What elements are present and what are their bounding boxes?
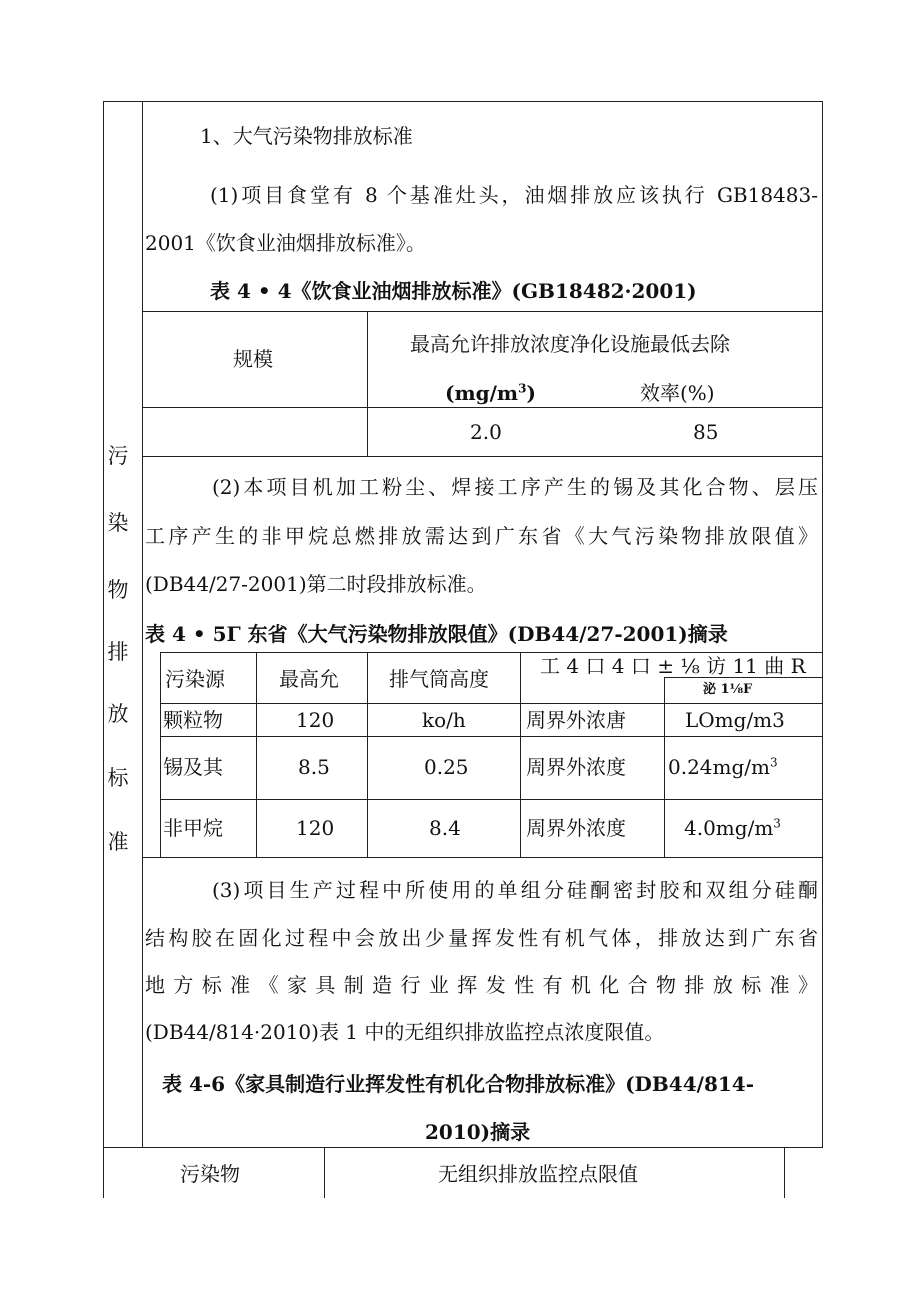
table-row-border xyxy=(142,456,823,457)
table-row-border xyxy=(142,857,823,858)
table-row-border xyxy=(160,703,823,704)
table-cell-height: 0.25 xyxy=(424,755,469,779)
table-row-border xyxy=(103,1147,823,1148)
side-label-char: 污 xyxy=(107,444,129,468)
side-label-char: 染 xyxy=(107,511,129,535)
table-4-4-caption: 表 4 • 4《饮食业油烟排放标准》(GB18482·2001) xyxy=(210,279,697,303)
table-header-scale: 规模 xyxy=(233,347,273,371)
paragraph-1-line-1: (1)项目食堂有 8 个基准灶头，油烟排放应该执行 GB18483- xyxy=(210,183,818,207)
paragraph-2-line-2: 工序产生的非甲烷总燃排放需达到广东省《大气污染物排放限值》 xyxy=(145,524,818,548)
table-row-border xyxy=(142,407,823,408)
table-cell-max: 8.5 xyxy=(298,755,330,779)
table-row-border xyxy=(142,311,823,312)
table-header-concentration: 最高允许排放浓度净化设施最低去除 xyxy=(410,332,730,356)
table-cell-max: 120 xyxy=(296,708,335,732)
table-row-border xyxy=(160,799,823,800)
paragraph-3-line-3: 地方标准《家具制造行业挥发性有机化合物排放标准》 xyxy=(145,973,818,997)
table-4-6-caption-line-2: 2010)摘录 xyxy=(425,1120,531,1144)
side-label-char: 排 xyxy=(107,640,129,664)
limit-text: 4.0mg/m xyxy=(684,816,774,840)
table-header-source: 污染源 xyxy=(165,667,225,691)
table-cell-monitor: 周界外浓度 xyxy=(526,755,626,779)
side-label-char: 标 xyxy=(107,766,129,790)
limit-superscript: 3 xyxy=(770,755,778,770)
paragraph-1-line-2: 2001《饮食业油烟排放标准》。 xyxy=(145,231,426,255)
table-cell-source: 非甲烷 xyxy=(163,816,223,840)
table-header-limit: 泌 1⅛F xyxy=(703,682,753,697)
side-label-char: 物 xyxy=(107,578,129,602)
paragraph-2-line-1: (2)本项目机加工粉尘、焊接工序产生的锡及其化合物、层压 xyxy=(212,475,818,499)
limit-text: 0.24mg/m xyxy=(668,755,771,779)
table-column-border xyxy=(520,652,521,857)
table-column-border xyxy=(367,652,368,857)
table-row-border xyxy=(160,736,823,737)
limit-text: LOmg/m3 xyxy=(685,708,785,732)
paragraph-2-line-3: (DB44/27-2001)第二时段排放标准。 xyxy=(145,572,487,596)
table-cell-source: 颗粒物 xyxy=(163,708,223,732)
side-label-char: 放 xyxy=(107,702,129,726)
table-cell-max: 120 xyxy=(296,816,335,840)
table-cell-concentration: 2.0 xyxy=(470,420,502,444)
frame-right-border xyxy=(822,101,823,1147)
limit-superscript: 3 xyxy=(773,816,781,831)
table-cell-efficiency: 85 xyxy=(693,420,719,444)
table-header-height: 排气筒高度 xyxy=(389,667,489,691)
table-cell-height: ko/h xyxy=(422,708,466,732)
table-column-border xyxy=(664,677,665,857)
table-cell-monitor: 周界外浓度 xyxy=(526,816,626,840)
paragraph-3-line-1: (3)项目生产过程中所使用的单组分硅酮密封胶和双组分硅酮 xyxy=(212,878,818,902)
table-cell-monitor: 周界外浓唐 xyxy=(526,708,626,732)
table-column-border xyxy=(784,1147,785,1198)
table-cell-limit xyxy=(684,816,781,840)
table-header-max: 最高允 xyxy=(279,667,339,691)
side-label-char: 准 xyxy=(107,830,129,854)
table-column-border xyxy=(256,652,257,857)
unit-superscript: 3 xyxy=(518,381,527,396)
paragraph-3-line-4: (DB44/814·2010)表 1 中的无组织排放监控点浓度限值。 xyxy=(145,1020,665,1044)
table-cell-source: 锡及其 xyxy=(163,755,223,779)
side-column-divider xyxy=(142,101,143,1147)
unit-close: ) xyxy=(526,381,536,405)
table-column-border xyxy=(367,311,368,457)
table-header-limit: 无组织排放监控点限值 xyxy=(438,1162,638,1186)
table-header-efficiency: 效率(%) xyxy=(640,381,715,405)
table-cell-limit xyxy=(685,708,785,732)
table-column-border xyxy=(160,652,161,857)
table-header-monitor: 工 4 口 4 口 ± ⅛ 访 11 曲 R xyxy=(540,654,806,678)
paragraph-3-line-2: 结构胶在固化过程中会放出少量挥发性有机气体，排放达到广东省 xyxy=(145,926,818,950)
table-row-border xyxy=(160,652,823,653)
frame-top-border xyxy=(103,101,823,102)
table-cell-height: 8.4 xyxy=(429,816,461,840)
table-4-6-caption-line-1: 表 4-6《家具制造行业挥发性有机化合物排放标准》(DB44/814- xyxy=(162,1072,754,1096)
table-column-border xyxy=(324,1147,325,1198)
section-heading: 1、大气污染物排放标准 xyxy=(200,124,413,148)
unit-text: (mg/m xyxy=(445,381,519,405)
table-header-unit xyxy=(445,381,536,405)
table-header-pollutant: 污染物 xyxy=(180,1162,240,1186)
table-cell-limit xyxy=(668,755,778,779)
table-4-5-caption: 表 4 • 5Γ 东省《大气污染物排放限值》(DB44/27-2001)摘录 xyxy=(145,622,728,646)
